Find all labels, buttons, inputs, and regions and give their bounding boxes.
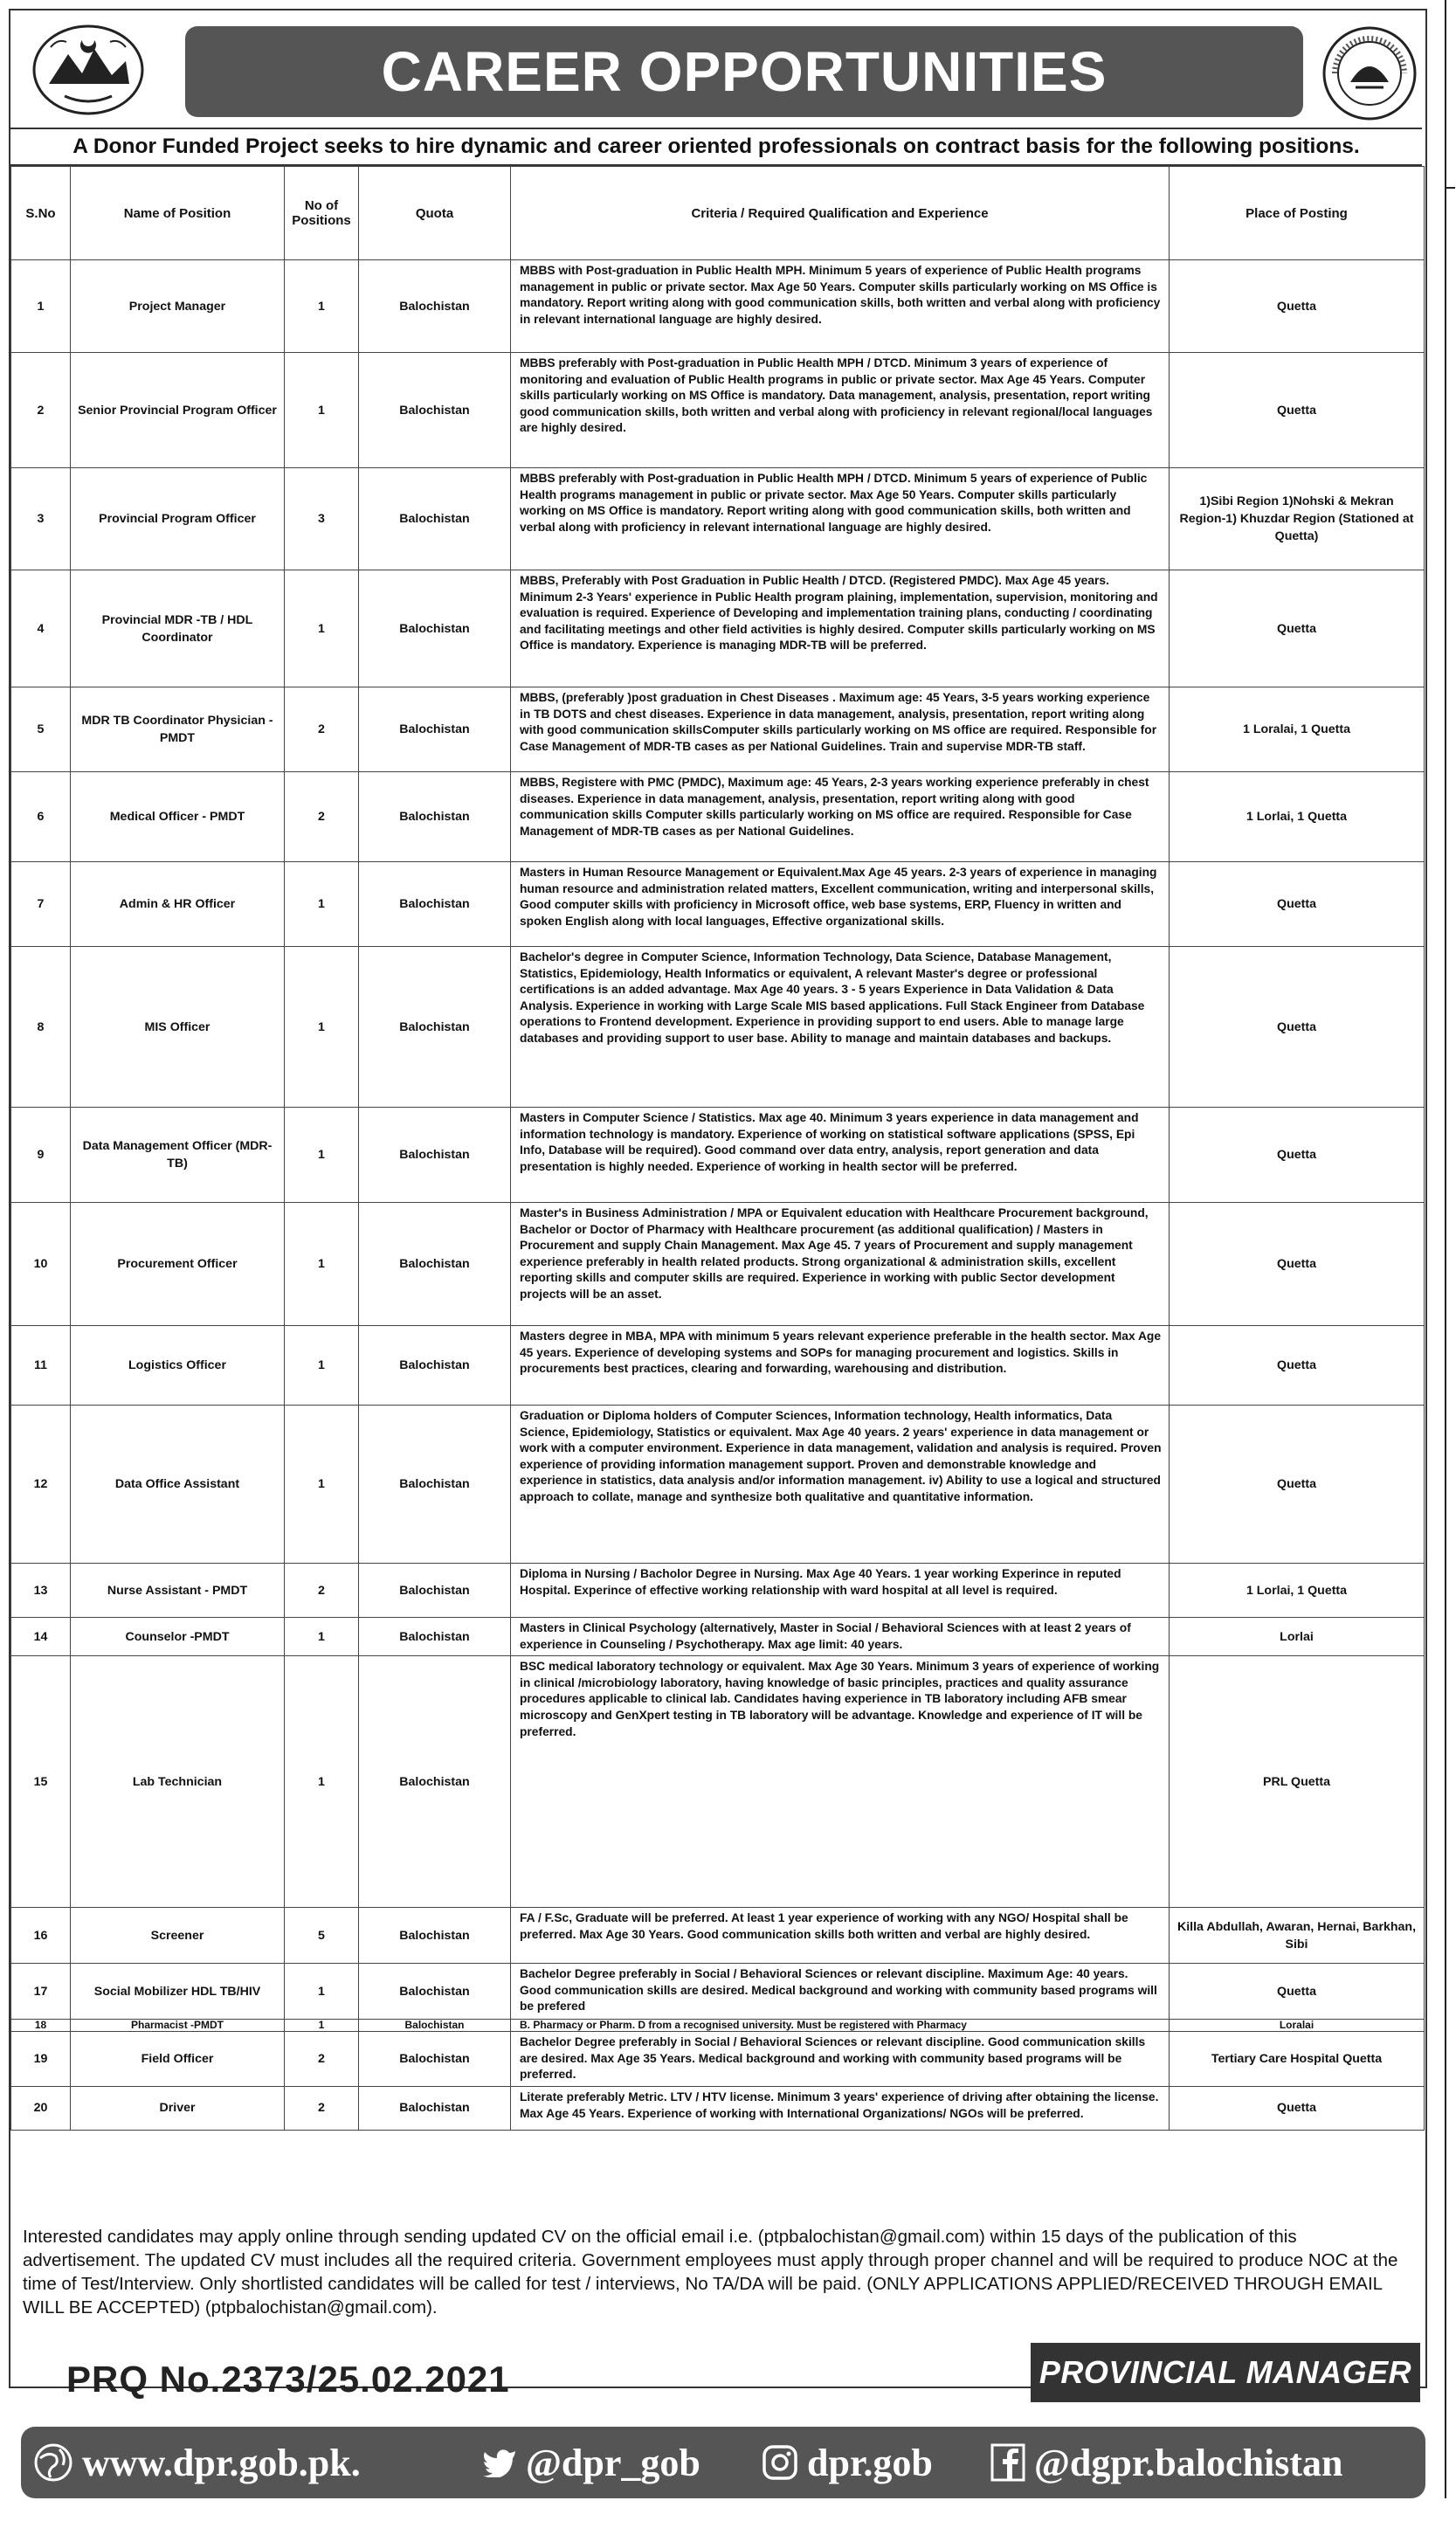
header xyxy=(10,10,1422,122)
position-cell: Logistics Officer xyxy=(71,1326,285,1406)
table-row xyxy=(11,1618,1425,1656)
criteria-cell: Masters in Computer Science / Statistics. Max age 40. Minimum 3 years experience in data management and information technology is mandatory. Experience of working on statistical software applications (SPSS, Epi Info, Database will be required). Good command over data entry, analysis, report generation and data presentation is highly needed. Experience of working in health sector will be preferred. xyxy=(511,1108,1170,1203)
sno-cell: 3 xyxy=(11,468,71,570)
quota-cell: Balochistan xyxy=(359,1564,511,1618)
place-cell: Loralai xyxy=(1170,2020,1425,2032)
dgpr-seal-icon xyxy=(1321,24,1418,122)
sno-cell: 9 xyxy=(11,1108,71,1203)
quota-cell: Balochistan xyxy=(359,947,511,1108)
place-cell: Quetta xyxy=(1170,2086,1425,2130)
count-cell: 2 xyxy=(285,2032,359,2087)
sno-cell: 16 xyxy=(11,1908,71,1964)
table-row xyxy=(11,1908,1425,1964)
criteria-cell: B. Pharmacy or Pharm. D from a recognised university. Must be registered with Pharmacy xyxy=(511,2020,1170,2032)
count-cell: 1 xyxy=(285,862,359,947)
table-row xyxy=(11,260,1425,353)
table-row xyxy=(11,1656,1425,1908)
page-edge-mark xyxy=(1445,187,1455,189)
count-cell: 1 xyxy=(285,1108,359,1203)
twitter-handle[interactable]: @dpr_gob xyxy=(526,2441,700,2484)
position-cell: Senior Provincial Program Officer xyxy=(71,353,285,468)
place-cell: Tertiary Care Hospital Quetta xyxy=(1170,2032,1425,2087)
quota-cell: Balochistan xyxy=(359,1908,511,1964)
quota-cell: Balochistan xyxy=(359,1108,511,1203)
place-cell: PRL Quetta xyxy=(1170,1656,1425,1908)
count-cell: 1 xyxy=(285,2020,359,2032)
position-cell: Pharmacist -PMDT xyxy=(71,2020,285,2032)
position-cell: Provincial Program Officer xyxy=(71,468,285,570)
position-cell: Screener xyxy=(71,1908,285,1964)
column-header-position: Name of Position xyxy=(71,167,285,260)
place-cell: Quetta xyxy=(1170,1326,1425,1406)
criteria-cell: MBBS, (preferably )post graduation in Chest Diseases . Maximum age: 45 Years, 3-5 years working experience in TB DOTS and chest diseases. Experience in data management, analysis, presentation, report writing along with good communication skillsComputer skills particularly working on MS office are required. Responsible for Case Management of MDR-TB cases as per National Guidelines. Train and supervise MDR-TB staff. xyxy=(511,687,1170,772)
column-header-criteria: Criteria / Required Qualification and Experience xyxy=(511,167,1170,260)
footer-instagram xyxy=(762,2427,933,2498)
footer-bar xyxy=(21,2427,1425,2498)
quota-cell: Balochistan xyxy=(359,1618,511,1656)
count-cell: 1 xyxy=(285,1656,359,1908)
page-subtitle: A Donor Funded Project seeks to hire dynamic and career oriented professionals on contract basis for the following positions. xyxy=(10,128,1422,166)
globe-icon xyxy=(33,2442,73,2483)
position-cell: Data Office Assistant xyxy=(71,1406,285,1564)
table-row xyxy=(11,2086,1425,2130)
quota-cell: Balochistan xyxy=(359,353,511,468)
quota-cell: Balochistan xyxy=(359,2032,511,2087)
position-cell: MDR TB Coordinator Physician - PMDT xyxy=(71,687,285,772)
sno-cell: 17 xyxy=(11,1964,71,2020)
quota-cell: Balochistan xyxy=(359,1406,511,1564)
criteria-cell: Master's in Business Administration / MPA or Equivalent education with Healthcare Procurement background, Bachelor or Doctor of Pharmacy with Healthcare procurement (as additional qualification) / Masters in Procurement and supply Chain Management. Max Age 45. 7 years of Procurement and supply management experience preferably in health related products. Strong organizational & administration skills, excellent reporting skills and computer skills are required. Experience in working with public Sector development projects will be an asset. xyxy=(511,1203,1170,1326)
footer-twitter xyxy=(482,2427,700,2498)
quota-cell: Balochistan xyxy=(359,2086,511,2130)
quota-cell: Balochistan xyxy=(359,468,511,570)
column-header-sno: S.No xyxy=(11,167,71,260)
quota-cell: Balochistan xyxy=(359,260,511,353)
table-row xyxy=(11,2032,1425,2087)
count-cell: 1 xyxy=(285,570,359,687)
signatory-label: PROVINCIAL MANAGER xyxy=(1031,2343,1420,2402)
website-link[interactable]: www.dpr.gob.pk. xyxy=(82,2441,361,2484)
facebook-icon xyxy=(990,2443,1025,2482)
column-header-place: Place of Posting xyxy=(1170,167,1425,260)
place-cell: Quetta xyxy=(1170,1108,1425,1203)
position-cell: Medical Officer - PMDT xyxy=(71,772,285,862)
sno-cell: 19 xyxy=(11,2032,71,2087)
application-instructions: Interested candidates may apply online through sending updated CV on the official email i.e. (ptpbalochistan@gmail.com) within 15 days of the publication of this advertisement. The updated CV must includes all the required criteria. Government employees must apply through proper channel and will be required to produce NOC at the time of Test/Interview. Only shortlisted candidates will be called for test / interviews, No TA/DA will be paid. (ONLY APPLICATIONS APPLIED/RECEIVED THROUGH EMAIL WILL BE ACCEPTED) (ptpbalochistan@gmail.com). xyxy=(23,2227,1398,2318)
sno-cell: 20 xyxy=(11,2086,71,2130)
place-cell: 1 Lorlai, 1 Quetta xyxy=(1170,1564,1425,1618)
criteria-cell: Masters in Human Resource Management or Equivalent.Max Age 45 years. 2-3 years of experience in managing human resource and administration related matters, Excellent communication, writing and interpersonal skills, Good computer skills with proficiency in Microsoft office, web base systems, ERP, Fluency in written and spoken English along with local languages, Effective organizational skills. xyxy=(511,862,1170,947)
page-title: CAREER OPPORTUNITIES xyxy=(185,26,1303,117)
page-edge-line xyxy=(1445,0,1446,2498)
quota-cell: Balochistan xyxy=(359,2020,511,2032)
table-row xyxy=(11,2020,1425,2032)
criteria-cell: MBBS with Post-graduation in Public Health MPH. Minimum 5 years of experience of Public Health programs management in public or private sector. Max Age 50 Years. Computer skills particularly working on MS Office is mandatory. Report writing along with good communication skills, both written and verbal along with proficiency in relevant international language are highly desired. xyxy=(511,260,1170,353)
quota-cell: Balochistan xyxy=(359,1656,511,1908)
criteria-cell: MBBS preferably with Post-graduation in Public Health MPH / DTCD. Minimum 5 years of experience of Public Health programs management in public or private sector. Max Age 50 Years. Computer skills particularly working on MS Office is mandatory. Report writing along with good communication skills, both written and verbal along with proficiency in relevant international language are highly desired. xyxy=(511,468,1170,570)
criteria-cell: MBBS, Registere with PMC (PMDC), Maximum age: 45 Years, 2-3 years working experience preferably in chest diseases. Experience in data management, analysis, presentation, report writing along with good communication skills Computer skills particularly working on MS office are required. Responsible for Case Management of MDR-TB cases as per National Guidelines. xyxy=(511,772,1170,862)
criteria-cell: Bachelor Degree preferably in Social / Behavioral Sciences or relevant discipline. Good communication skills are desired. Max Age 35 Years. Medical background and working with community based programs will be preferred. xyxy=(511,2032,1170,2087)
table-row xyxy=(11,1326,1425,1406)
sno-cell: 1 xyxy=(11,260,71,353)
criteria-cell: Bachelor Degree preferably in Social / Behavioral Sciences or relevant discipline. Maximum Age: 40 years. Good communication skills are desired. Medical background and working with community based programs will be prefered xyxy=(511,1964,1170,2020)
table-row xyxy=(11,772,1425,862)
criteria-cell: Diploma in Nursing / Bacholor Degree in Nursing. Max Age 40 Years. 1 year working Experince in reputed Hospital. Experince of effective working relationship with ward hospital at all level is required. xyxy=(511,1564,1170,1618)
count-cell: 1 xyxy=(285,1203,359,1326)
table-row xyxy=(11,862,1425,947)
criteria-cell: Masters in Clinical Psychology (alternatively, Master in Social / Behavioral Sciences with at least 2 years of experience in Counseling / Psychotherapy. Max age limit: 40 years. xyxy=(511,1618,1170,1656)
quota-cell: Balochistan xyxy=(359,772,511,862)
quota-cell: Balochistan xyxy=(359,1964,511,2020)
criteria-cell: FA / F.Sc, Graduate will be preferred. At least 1 year experience of working with any NGO/ Hospital shall be preferred. Max Age 30 Years. Good communication skills both written and verbal are highly desired. xyxy=(511,1908,1170,1964)
sno-cell: 13 xyxy=(11,1564,71,1618)
position-cell: Project Manager xyxy=(71,260,285,353)
criteria-cell: Masters degree in MBA, MPA with minimum 5 years relevant experience preferable in the health sector. Max Age 45 years. Experience of developing systems and SOPs for managing procurement and logistics. Skills in procurements best practices, clearing and forwarding, warehousing and distribution. xyxy=(511,1326,1170,1406)
place-cell: 1)Sibi Region 1)Nohski & Mekran Region-1) Khuzdar Region (Stationed at Quetta) xyxy=(1170,468,1425,570)
quota-cell: Balochistan xyxy=(359,1203,511,1326)
place-cell: Quetta xyxy=(1170,862,1425,947)
count-cell: 2 xyxy=(285,2086,359,2130)
sno-cell: 6 xyxy=(11,772,71,862)
criteria-cell: Bachelor's degree in Computer Science, Information Technology, Data Science, Database Management, Statistics, Epidemiology, Health Informatics or equivalent, A relevant Master's degree or professional certifications is an added advantage. Max Age 40 years. 3 - 5 years Experience in Data Validation & Data Analysis. Experience in working with Large Scale MIS based applications. Full Stack Engineer from Database operations to Frontend development. Experience in providing support to end users. Able to manage large databases and providing support to user base. Ability to manage and maintain databases and backups. xyxy=(511,947,1170,1108)
count-cell: 2 xyxy=(285,1564,359,1618)
place-cell: Killa Abdullah, Awaran, Hernai, Barkhan, Sibi xyxy=(1170,1908,1425,1964)
sno-cell: 4 xyxy=(11,570,71,687)
quota-cell: Balochistan xyxy=(359,862,511,947)
table-row xyxy=(11,687,1425,772)
table-row xyxy=(11,1964,1425,2020)
instagram-handle[interactable]: dpr.gob xyxy=(807,2441,933,2484)
quota-cell: Balochistan xyxy=(359,1326,511,1406)
instagram-icon xyxy=(762,2444,798,2481)
count-cell: 3 xyxy=(285,468,359,570)
count-cell: 2 xyxy=(285,772,359,862)
table-row xyxy=(11,1108,1425,1203)
advertisement-page xyxy=(9,9,1437,2525)
count-cell: 1 xyxy=(285,947,359,1108)
position-cell: Data Management Officer (MDR-TB) xyxy=(71,1108,285,1203)
positions-table xyxy=(10,166,1425,2131)
place-cell: Quetta xyxy=(1170,260,1425,353)
place-cell: Lorlai xyxy=(1170,1618,1425,1656)
twitter-icon xyxy=(482,2448,517,2477)
position-cell: Social Mobilizer HDL TB/HIV xyxy=(71,1964,285,2020)
position-cell: MIS Officer xyxy=(71,947,285,1108)
criteria-cell: MBBS, Preferably with Post Graduation in Public Health / DTCD. (Registered PMDC). Max Age 45 years. Minimum 2-3 Years' experience in Public Health program plaining, implementation, supervision, monitoring and evaluation is required. Experience of Developing and implementation training plans, conducting / coordinating and facilitating meetings and other field activities is highly desired. Computer skills particularly working on MS Office is mandatory. Experience is managing MDR-TB will be preferred. xyxy=(511,570,1170,687)
position-cell: Nurse Assistant - PMDT xyxy=(71,1564,285,1618)
sno-cell: 2 xyxy=(11,353,71,468)
sno-cell: 8 xyxy=(11,947,71,1108)
count-cell: 1 xyxy=(285,1406,359,1564)
count-cell: 1 xyxy=(285,1964,359,2020)
prq-number: PRQ No.2373/25.02.2021 xyxy=(66,2359,510,2400)
quota-cell: Balochistan xyxy=(359,570,511,687)
place-cell: Quetta xyxy=(1170,947,1425,1108)
position-cell: Lab Technician xyxy=(71,1656,285,1908)
place-cell: Quetta xyxy=(1170,1203,1425,1326)
criteria-cell: Literate preferably Metric. LTV / HTV license. Minimum 3 years' experience of driving after obtaining the license. Max Age 45 Years. Experience of working with International Organizations/ NGOs will be preferred. xyxy=(511,2086,1170,2130)
column-header-count: No of Positions xyxy=(285,167,359,260)
quota-cell: Balochistan xyxy=(359,687,511,772)
count-cell: 1 xyxy=(285,353,359,468)
criteria-cell: MBBS preferably with Post-graduation in Public Health MPH / DTCD. Minimum 3 years of experience of monitoring and evaluation of Public Health programs in public or private sector. Max Age 45 Years. Computer skills particularly working on MS Office is mandatory. Data management, analysis, presentation, report writing good communication skills, both written and verbal along with proficiency in relevant regional/local languages are highly desired. xyxy=(511,353,1170,468)
place-cell: Quetta xyxy=(1170,1406,1425,1564)
footer-facebook xyxy=(990,2427,1343,2498)
table-row xyxy=(11,1203,1425,1326)
table-row xyxy=(11,468,1425,570)
table-row xyxy=(11,353,1425,468)
position-cell: Provincial MDR -TB / HDL Coordinator xyxy=(71,570,285,687)
position-cell: Field Officer xyxy=(71,2032,285,2087)
table-row xyxy=(11,1406,1425,1564)
count-cell: 1 xyxy=(285,260,359,353)
sno-cell: 10 xyxy=(11,1203,71,1326)
position-cell: Driver xyxy=(71,2086,285,2130)
criteria-cell: BSC medical laboratory technology or equivalent. Max Age 30 Years. Minimum 3 years of experience of working in clinical /microbiology laboratory, having knowledge of basic principles, practices and quality assurance procedures applicable to clinical lab. Candidates having experience in TB laboratory including AFB smear microscopy and GenXpert testing in TB laboratory will be advantage. Knowledge and experience of IT will be preferred. xyxy=(511,1656,1170,1908)
position-cell: Counselor -PMDT xyxy=(71,1618,285,1656)
count-cell: 2 xyxy=(285,687,359,772)
sno-cell: 15 xyxy=(11,1656,71,1908)
sno-cell: 5 xyxy=(11,687,71,772)
table-header-row xyxy=(11,167,1425,260)
count-cell: 5 xyxy=(285,1908,359,1964)
balochistan-emblem-icon xyxy=(31,23,145,117)
place-cell: 1 Lorlai, 1 Quetta xyxy=(1170,772,1425,862)
facebook-handle[interactable]: @dgpr.balochistan xyxy=(1034,2441,1343,2484)
count-cell: 1 xyxy=(285,1326,359,1406)
place-cell: Quetta xyxy=(1170,570,1425,687)
sno-cell: 11 xyxy=(11,1326,71,1406)
sno-cell: 12 xyxy=(11,1406,71,1564)
footer-website xyxy=(33,2427,361,2498)
sno-cell: 18 xyxy=(11,2020,71,2032)
place-cell: 1 Loralai, 1 Quetta xyxy=(1170,687,1425,772)
table-row xyxy=(11,1564,1425,1618)
column-header-quota: Quota xyxy=(359,167,511,260)
position-cell: Admin & HR Officer xyxy=(71,862,285,947)
table-row xyxy=(11,570,1425,687)
sno-cell: 7 xyxy=(11,862,71,947)
count-cell: 1 xyxy=(285,1618,359,1656)
position-cell: Procurement Officer xyxy=(71,1203,285,1326)
place-cell: Quetta xyxy=(1170,353,1425,468)
sno-cell: 14 xyxy=(11,1618,71,1656)
place-cell: Quetta xyxy=(1170,1964,1425,2020)
criteria-cell: Graduation or Diploma holders of Computer Sciences, Information technology, Health informatics, Data Science, Epidemiology, Statistics or equivalent. Max Age 40 years. 2 years' experience in data management or work with a computer environment. Experience in data management, validation and analysis is required. Proven experience of providing information management support. Proven and demonstrable knowledge and experience in statistics, data analysis and/or information management. iv) Ability to use a logical and structured approach to collate, manage and synthesize both qualitative and quantitative information. xyxy=(511,1406,1170,1564)
table-row xyxy=(11,947,1425,1108)
